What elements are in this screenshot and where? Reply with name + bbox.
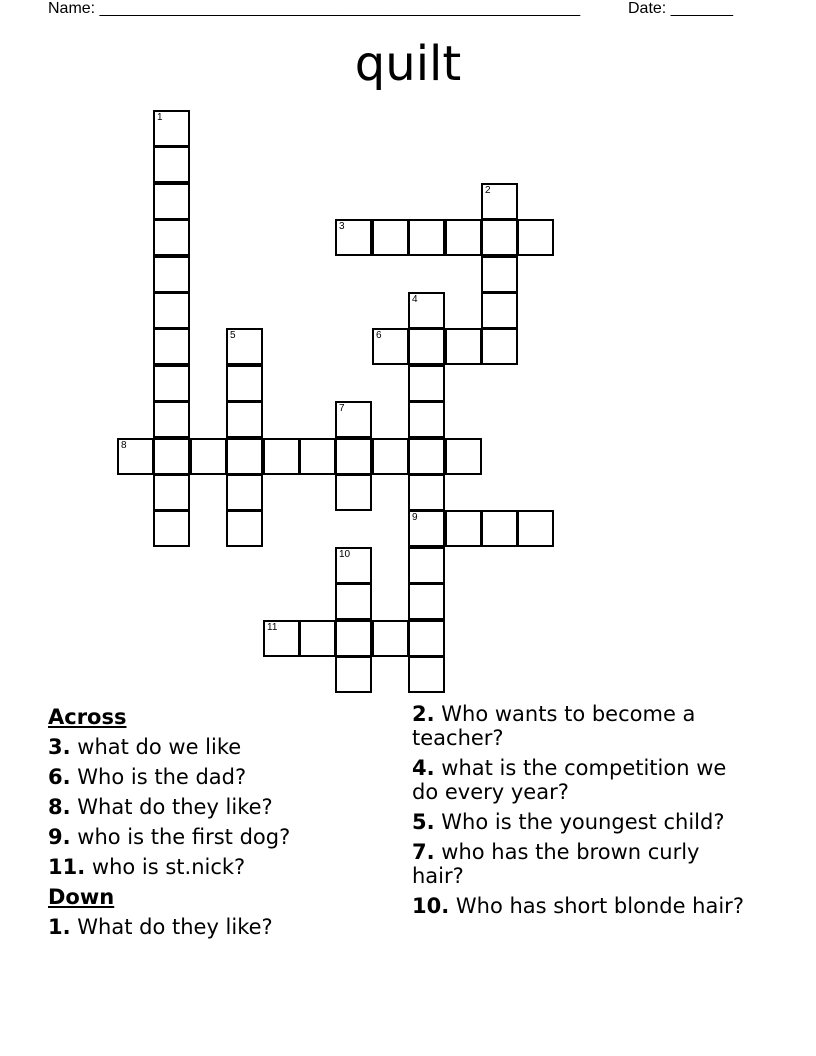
clues-left-column	[48, 702, 393, 942]
grid-cell[interactable]	[445, 438, 482, 475]
grid-cell[interactable]	[153, 438, 190, 475]
across-clue: 6. Who is the dad?	[48, 765, 247, 789]
grid-cell[interactable]	[408, 438, 445, 475]
grid-cell[interactable]	[226, 365, 263, 402]
grid-cell[interactable]	[517, 510, 554, 547]
grid-cell[interactable]	[153, 474, 190, 511]
grid-cell[interactable]	[408, 583, 445, 620]
grid-cell[interactable]	[517, 219, 554, 256]
down-clue: 4. what is the competition we do every year?	[412, 756, 727, 804]
grid-cell[interactable]	[372, 328, 409, 365]
grid-cell[interactable]	[153, 110, 190, 147]
grid-cell[interactable]	[335, 620, 372, 657]
grid-cell[interactable]	[153, 256, 190, 293]
grid-cell[interactable]	[408, 328, 445, 365]
clue-number: 1	[157, 112, 163, 123]
grid-cell[interactable]	[226, 401, 263, 438]
date-field[interactable]: Date: _______	[628, 0, 733, 17]
grid-cell[interactable]	[335, 219, 372, 256]
across-clue: 8. What do they like?	[48, 795, 273, 819]
grid-cell[interactable]	[481, 328, 518, 365]
clues-right-column	[412, 702, 757, 924]
clue-number: 11	[267, 622, 278, 633]
grid-cell[interactable]	[153, 401, 190, 438]
grid-cell[interactable]	[226, 510, 263, 547]
grid-cell[interactable]	[117, 438, 154, 475]
grid-cell[interactable]	[481, 183, 518, 220]
grid-cell[interactable]	[408, 365, 445, 402]
across-heading: Across	[48, 705, 127, 729]
clue-number: 9	[412, 512, 418, 523]
grid-cell[interactable]	[263, 620, 300, 657]
clue-number: 10	[339, 549, 351, 560]
grid-cell[interactable]	[372, 219, 409, 256]
puzzle-title: quilt	[354, 36, 462, 92]
grid-cell[interactable]	[408, 474, 445, 511]
grid-cell[interactable]	[481, 256, 518, 293]
down-clue: 5. Who is the youngest child?	[412, 810, 725, 834]
clue-number: 8	[121, 440, 127, 451]
grid-cell[interactable]	[226, 438, 263, 475]
grid-cell[interactable]	[408, 292, 445, 329]
grid-cell[interactable]	[299, 438, 336, 475]
grid-cell[interactable]	[408, 656, 445, 693]
clue-number: 3	[339, 221, 345, 232]
grid-cell[interactable]	[263, 438, 300, 475]
grid-cell[interactable]	[335, 583, 372, 620]
grid-cell[interactable]	[481, 510, 518, 547]
grid-cell[interactable]	[335, 401, 372, 438]
across-clue: 9. who is the first dog?	[48, 825, 291, 849]
grid-cell[interactable]	[408, 219, 445, 256]
grid-cell[interactable]	[153, 510, 190, 547]
clue-number: 7	[339, 403, 345, 414]
down-clue: 2. Who wants to become a teacher?	[412, 702, 696, 750]
grid-cell[interactable]	[408, 547, 445, 584]
grid-cell[interactable]	[445, 510, 482, 547]
grid-cell[interactable]	[481, 219, 518, 256]
clue-number: 5	[230, 330, 236, 341]
grid-cell[interactable]	[445, 328, 482, 365]
grid-cell[interactable]	[372, 620, 409, 657]
grid-cell[interactable]	[190, 438, 227, 475]
grid-cell[interactable]	[335, 547, 372, 584]
grid-cell[interactable]	[153, 328, 190, 365]
grid-cell[interactable]	[153, 365, 190, 402]
grid-cell[interactable]	[226, 474, 263, 511]
name-field[interactable]: Name: ______________________________________________________	[48, 0, 581, 17]
grid-cell[interactable]	[335, 438, 372, 475]
grid-cell[interactable]	[372, 438, 409, 475]
down-clue: 10. Who has short blonde hair?	[412, 894, 744, 918]
across-clue: 11. who is st.nick?	[48, 855, 246, 879]
grid-cell[interactable]	[226, 328, 263, 365]
across-clue: 3. what do we like	[48, 735, 242, 759]
grid-cell[interactable]	[335, 474, 372, 511]
grid-cell[interactable]	[408, 620, 445, 657]
grid-cell[interactable]	[335, 656, 372, 693]
grid-cell[interactable]	[153, 219, 190, 256]
grid-cell[interactable]	[153, 183, 190, 220]
grid-cell[interactable]	[408, 510, 445, 547]
grid-cell[interactable]	[153, 146, 190, 183]
clue-number: 4	[412, 294, 418, 305]
grid-cell[interactable]	[299, 620, 336, 657]
down-heading: Down	[48, 885, 115, 909]
grid-cell[interactable]	[445, 219, 482, 256]
clue-number: 2	[485, 185, 491, 196]
down-clue: 1. What do they like?	[48, 915, 273, 939]
clue-number: 6	[376, 330, 382, 341]
grid-cell[interactable]	[408, 401, 445, 438]
grid-cell[interactable]	[481, 292, 518, 329]
grid-cell[interactable]	[153, 292, 190, 329]
down-clue: 7. who has the brown curly hair?	[412, 840, 700, 888]
